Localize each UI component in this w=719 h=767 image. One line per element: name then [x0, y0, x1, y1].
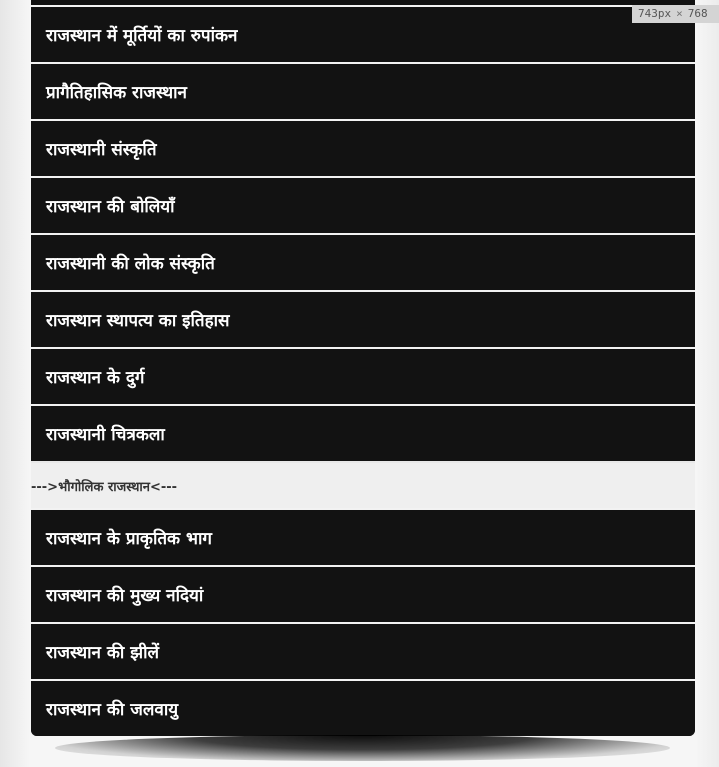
viewport-width-text: 743px	[638, 7, 672, 20]
viewport-height-text: 768	[687, 7, 708, 20]
menu-item-culture[interactable]	[31, 119, 695, 176]
menu-item-label: राजस्थानी की लोक संस्कृति	[46, 254, 215, 274]
menu-item-label: राजस्थानी चित्रकला	[46, 425, 165, 445]
menu-item-lakes[interactable]	[31, 622, 695, 679]
section-heading-label: --->भौगोलिक राजस्थान<---	[31, 479, 178, 495]
viewport-separator: ×	[676, 7, 683, 20]
section-heading-geographic	[31, 461, 695, 508]
menu-item-label: राजस्थान में मूर्तियों का रुपांकन	[46, 26, 238, 46]
sidebar-menu	[31, 0, 695, 736]
menu-item-label: राजस्थान के प्राकृतिक भाग	[46, 529, 212, 549]
menu-item-rivers[interactable]	[31, 565, 695, 622]
menu-item-dialects[interactable]	[31, 176, 695, 233]
viewport-size-badge	[632, 5, 719, 23]
menu-item-folk-culture[interactable]	[31, 233, 695, 290]
menu-drop-shadow	[55, 735, 670, 761]
menu-item-natural-regions[interactable]	[31, 508, 695, 565]
menu-item-forts[interactable]	[31, 347, 695, 404]
menu-item-idol-design[interactable]	[31, 5, 695, 62]
menu-item-label: राजस्थान की झीलें	[46, 643, 160, 663]
menu-item-label: राजस्थानी संस्कृति	[46, 140, 157, 160]
menu-item-architecture-history[interactable]	[31, 290, 695, 347]
menu-item-climate[interactable]	[31, 679, 695, 736]
menu-item-label: राजस्थान स्थापत्य का इतिहास	[46, 311, 230, 331]
menu-item-label: प्रागैतिहासिक राजस्थान	[46, 83, 187, 103]
menu-item-painting[interactable]	[31, 404, 695, 461]
menu-item-label: राजस्थान के दुर्ग	[46, 368, 145, 388]
menu-item-label: राजस्थान की बोलियाँ	[46, 197, 175, 217]
menu-item-label: राजस्थान की जलवायु	[46, 700, 179, 720]
menu-item-label: राजस्थान की मुख्य नदियां	[46, 586, 204, 606]
menu-item-prehistoric[interactable]	[31, 62, 695, 119]
